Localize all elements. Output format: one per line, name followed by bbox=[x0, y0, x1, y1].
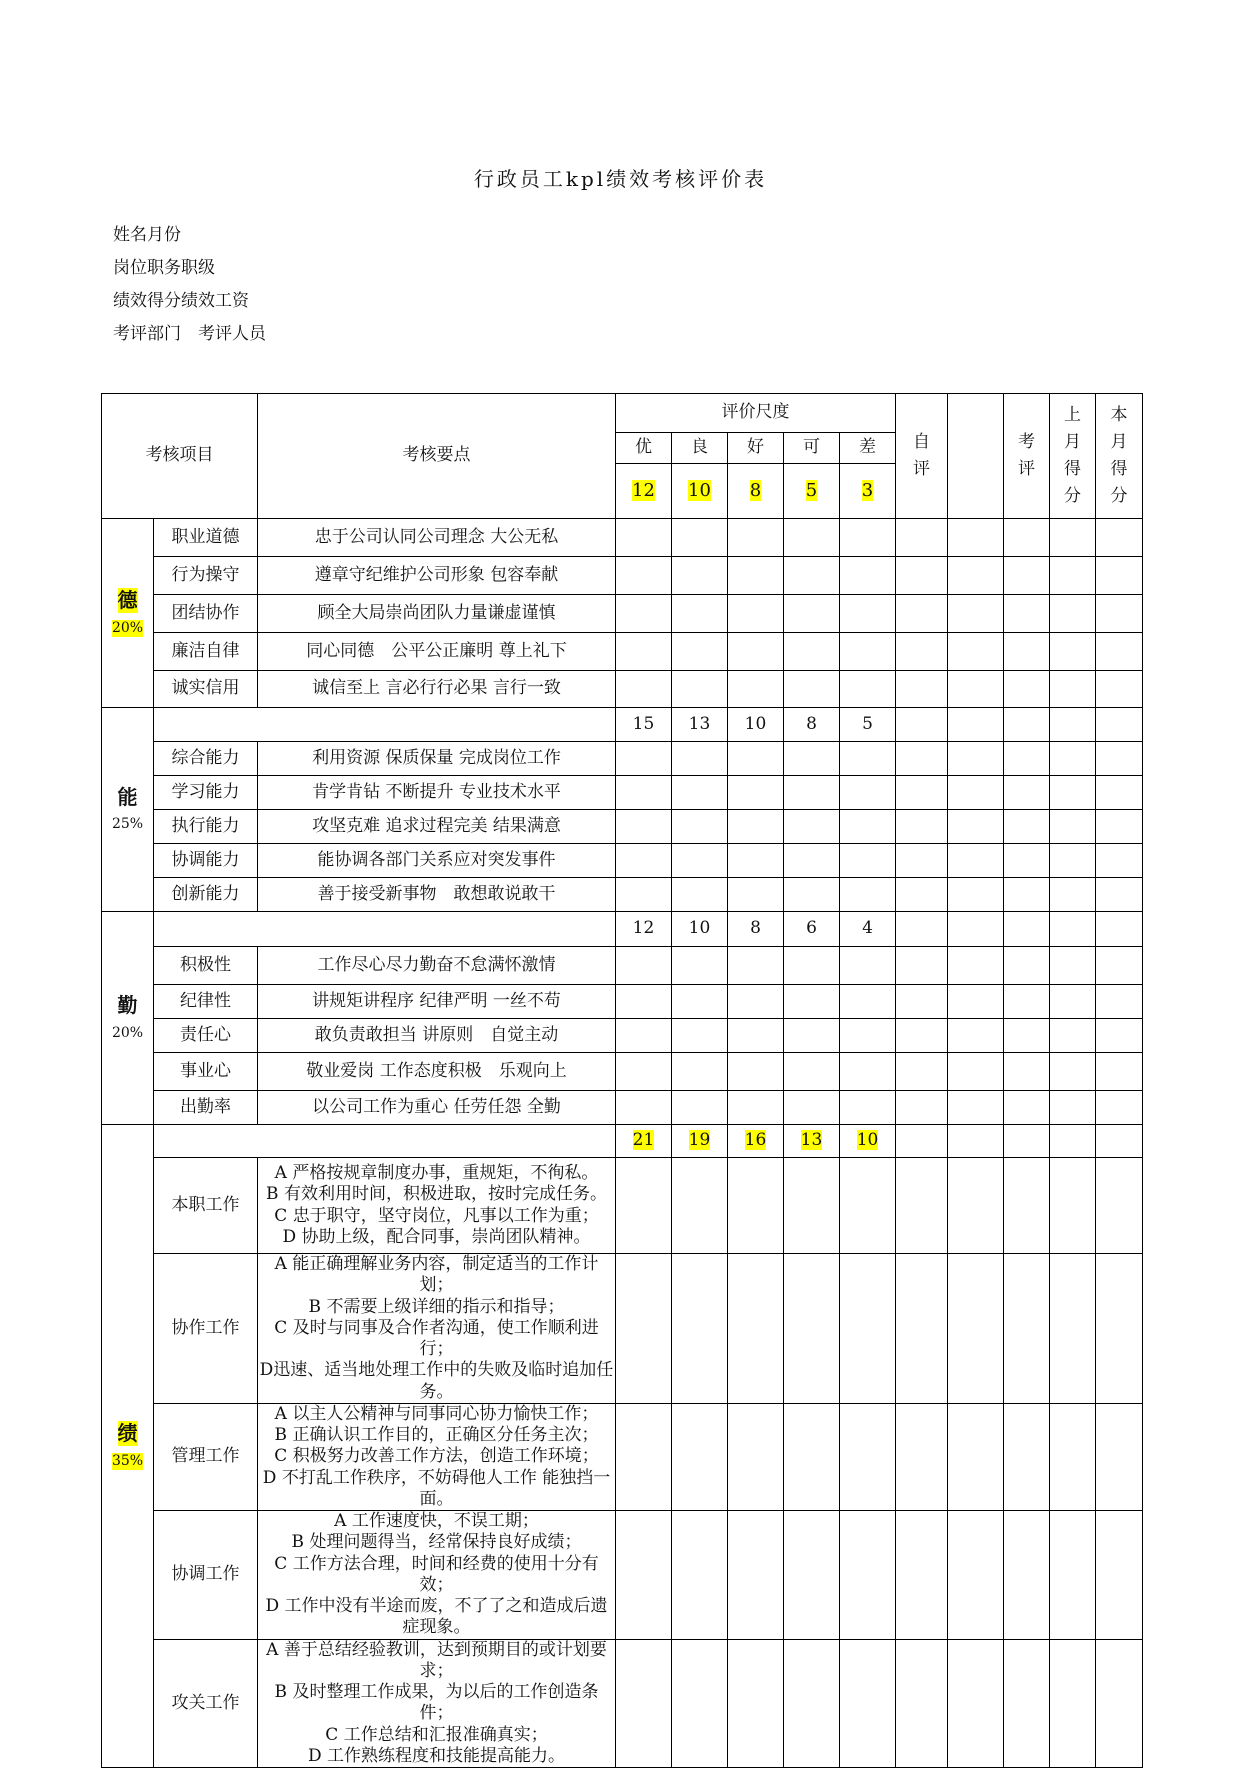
item-criteria: A 严格按规章制度办事，重规矩，不徇私。 B 有效利用时间，积极进取，按时完成任务。 C 忠于职守，坚守岗位，凡事以工作为重； D 协助上级，配合同事，崇尚团队精神。 bbox=[258, 1158, 616, 1254]
grade-score: 3 bbox=[840, 464, 896, 519]
item-point: 攻坚克难 追求过程完美 结果满意 bbox=[258, 810, 616, 844]
item-point: 敬业爱岗 工作态度积极 乐观向上 bbox=[258, 1053, 616, 1091]
section-score-label bbox=[154, 708, 616, 742]
grade-score: 12 bbox=[616, 464, 672, 519]
item-name: 攻关工作 bbox=[154, 1639, 258, 1768]
item-name: 职业道德 bbox=[154, 519, 258, 557]
section-score: 4 bbox=[840, 912, 896, 947]
section-score: 5 bbox=[840, 708, 896, 742]
item-name: 纪律性 bbox=[154, 985, 258, 1019]
grade-score: 5 bbox=[784, 464, 840, 519]
section-score: 19 bbox=[672, 1125, 728, 1158]
section-score: 12 bbox=[616, 912, 672, 947]
section-score: 8 bbox=[784, 708, 840, 742]
item-criteria: A 工作速度快，不误工期； B 处理问题得当，经常保持良好成绩； C 工作方法合理，时间和经费的使用十分有效； D 工作中没有半途而废，不了了之和造成后遗症现象。 bbox=[258, 1511, 616, 1640]
section-qin: 勤 20% bbox=[102, 912, 154, 1125]
item-name: 综合能力 bbox=[154, 742, 258, 776]
kpi-table bbox=[101, 393, 1143, 1768]
header-eval: 考评 bbox=[1004, 394, 1050, 519]
grade-fair: 好 bbox=[728, 433, 784, 464]
item-name: 协调工作 bbox=[154, 1511, 258, 1640]
item-name: 执行能力 bbox=[154, 810, 258, 844]
item-point: 讲规矩讲程序 纪律严明 一丝不苟 bbox=[258, 985, 616, 1019]
item-name: 积极性 bbox=[154, 947, 258, 985]
item-point: 遵章守纪维护公司形象 包容奉献 bbox=[258, 557, 616, 595]
section-score: 21 bbox=[616, 1125, 672, 1158]
section-de: 德 20% bbox=[102, 519, 154, 708]
header-last-month: 上月得分 bbox=[1050, 394, 1096, 519]
section-score: 15 bbox=[616, 708, 672, 742]
header-this-month: 本月得分 bbox=[1096, 394, 1143, 519]
item-name: 协作工作 bbox=[154, 1254, 258, 1404]
item-point: 肯学肯钻 不断提升 专业技术水平 bbox=[258, 776, 616, 810]
item-point: 利用资源 保质保量 完成岗位工作 bbox=[258, 742, 616, 776]
item-name: 管理工作 bbox=[154, 1403, 258, 1510]
header-blank bbox=[948, 394, 1004, 519]
item-name: 协调能力 bbox=[154, 844, 258, 878]
item-point: 能协调各部门关系应对突发事件 bbox=[258, 844, 616, 878]
info-line-department: 考评部门 考评人员 bbox=[113, 324, 266, 344]
grade-score: 8 bbox=[728, 464, 784, 519]
info-line-score-salary: 绩效得分绩效工资 bbox=[113, 291, 249, 311]
item-name: 责任心 bbox=[154, 1019, 258, 1053]
section-score: 10 bbox=[728, 708, 784, 742]
item-point: 善于接受新事物 敢想敢说敢干 bbox=[258, 878, 616, 912]
item-point: 以公司工作为重心 任劳任怨 全勤 bbox=[258, 1091, 616, 1125]
section-score-label bbox=[154, 912, 616, 947]
section-score: 16 bbox=[728, 1125, 784, 1158]
header-scale-title: 评价尺度 bbox=[616, 394, 896, 433]
section-ji: 绩 35% bbox=[102, 1125, 154, 1768]
section-score: 8 bbox=[728, 912, 784, 947]
item-name: 团结协作 bbox=[154, 595, 258, 633]
grade-excellent: 优 bbox=[616, 433, 672, 464]
item-name: 廉洁自律 bbox=[154, 633, 258, 671]
header-points: 考核要点 bbox=[258, 394, 616, 519]
item-name: 创新能力 bbox=[154, 878, 258, 912]
item-criteria: A 以主人公精神与同事同心协力愉快工作； B 正确认识工作目的，正确区分任务主次； C 积极努力改善工作方法，创造工作环境； D 不打乱工作秩序，不妨碍他人工作 能独挡一面。 bbox=[258, 1403, 616, 1510]
header-item: 考核项目 bbox=[102, 394, 258, 519]
section-score: 13 bbox=[672, 708, 728, 742]
grade-score: 10 bbox=[672, 464, 728, 519]
info-line-position: 岗位职务职级 bbox=[113, 258, 215, 278]
section-score: 13 bbox=[784, 1125, 840, 1158]
page-title: 行政员工kpl绩效考核评价表 bbox=[473, 167, 768, 191]
grade-poor: 差 bbox=[840, 433, 896, 464]
item-point: 同心同德 公平公正廉明 尊上礼下 bbox=[258, 633, 616, 671]
item-name: 出勤率 bbox=[154, 1091, 258, 1125]
item-point: 工作尽心尽力勤奋不怠满怀激情 bbox=[258, 947, 616, 985]
section-score: 10 bbox=[672, 912, 728, 947]
grade-pass: 可 bbox=[784, 433, 840, 464]
item-name: 学习能力 bbox=[154, 776, 258, 810]
item-point: 忠于公司认同公司理念 大公无私 bbox=[258, 519, 616, 557]
item-name: 事业心 bbox=[154, 1053, 258, 1091]
header-self-eval: 自评 bbox=[896, 394, 948, 519]
section-neng: 能 25% bbox=[102, 708, 154, 912]
item-point: 诚信至上 言必行行必果 言行一致 bbox=[258, 671, 616, 708]
section-score: 10 bbox=[840, 1125, 896, 1158]
item-point: 顾全大局崇尚团队力量谦虚谨慎 bbox=[258, 595, 616, 633]
section-score: 6 bbox=[784, 912, 840, 947]
item-criteria: A 善于总结经验教训，达到预期目的或计划要求； B 及时整理工作成果，为以后的工作创造条件； C 工作总结和汇报准确真实； D 工作熟练程度和技能提高能力。 bbox=[258, 1639, 616, 1768]
item-criteria: A 能正确理解业务内容，制定适当的工作计划； B 不需要上级详细的指示和指导； C 及时与同事及合作者沟通，使工作顺利进行； D迅速、适当地处理工作中的失败及临时追加任务。 bbox=[258, 1254, 616, 1404]
section-score-label bbox=[154, 1125, 616, 1158]
item-name: 诚实信用 bbox=[154, 671, 258, 708]
grade-good: 良 bbox=[672, 433, 728, 464]
item-name: 行为操守 bbox=[154, 557, 258, 595]
item-point: 敢负责敢担当 讲原则 自觉主动 bbox=[258, 1019, 616, 1053]
item-name: 本职工作 bbox=[154, 1158, 258, 1254]
info-line-name-month: 姓名月份 bbox=[113, 225, 181, 245]
